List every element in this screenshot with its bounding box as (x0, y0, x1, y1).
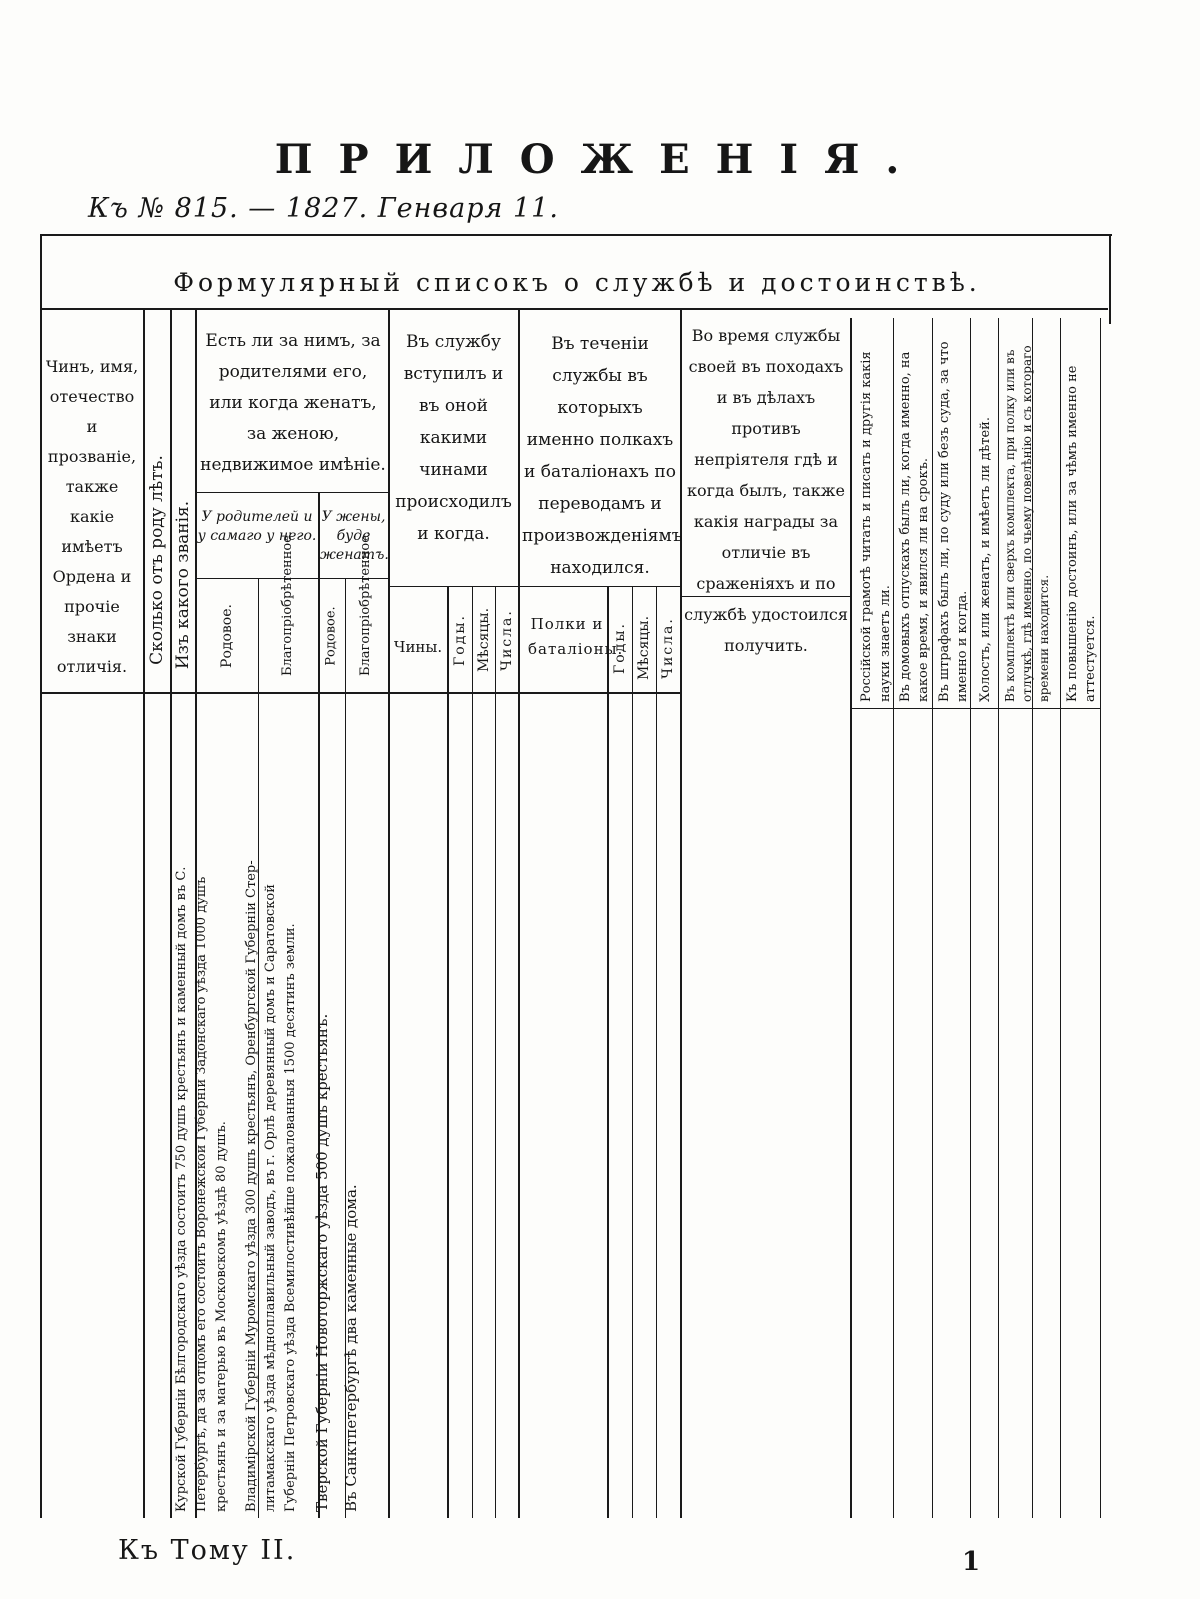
header-estate-wife: У жены, буде женатъ. (320, 509, 389, 563)
page-title: ПРИЛОЖЕНІЯ. (274, 136, 926, 183)
estate-kursk-line-3: крестьянъ и за матерью въ Московскомъ уѣздѣ 80 душъ. (214, 1121, 229, 1512)
header-penalties: Въ штрафахъ былъ ли, по суду или безъ суда, за что именно и когда. (937, 341, 970, 702)
header-rank-name: Чинъ, имя, отечество и прозваніе, также какіе имѣетъ Ордена и прочіе знаки отличія. (45, 357, 139, 676)
estate-vladimir-line-3: Губерніи Петровскаго уѣзда Всемилостивѣйше пожалованныя 1500 десятинъ земли. (283, 923, 298, 1512)
header-days-1: Числа. (499, 609, 515, 671)
header-regiments-sub: Полки и баталіоны. (528, 615, 624, 658)
table-banner: Формулярный списокъ о службѣ и достоинствѣ. (173, 268, 981, 297)
header-years-1: Годы. (452, 614, 468, 666)
header-months-1: Мѣсяцы. (476, 607, 492, 673)
header-campaigns: Во время службы своей въ походахъ и въ дѣлахъ противъ непріятеля гдѣ и когда былъ, также какія награды за отличіе въ сраженіяхъ и по службѣ удостоился получить. (684, 326, 848, 655)
header-estate: Есть ли за нимъ, за родителями его, или когда женатъ, за женою, недвижимое имѣніе. (200, 331, 386, 475)
header-acquired-2: Благопріобрѣтенное. (358, 530, 373, 676)
header-days-2: Числа. (660, 617, 676, 679)
header-age: Сколько отъ роду лѣтъ. (147, 455, 167, 665)
header-promotion: Къ повышенію достоинъ, или за чѣмъ именно не аттестуется. (1065, 365, 1098, 702)
header-hereditary-1: Родовое. (219, 604, 235, 668)
estate-kursk-line-1: Курской Губерніи Бѣлгородскаго уѣзда состоитъ 750 душъ крестьянъ и каменный домъ въ С. (174, 866, 189, 1512)
header-ranks: Чины. (393, 638, 443, 656)
document-reference: Къ № 815. — 1827. Генваря 11. (88, 193, 559, 224)
header-service-entry: Въ службу вступилъ и въ оной какими чинами происходилъ и когда. (395, 332, 512, 544)
estate-vladimir-line-2: литамакскаго уѣзда мѣдноплавильный заводъ, въ г. Орлѣ деревянный домъ и Саратовской (263, 884, 278, 1512)
header-complement: Въ комплектѣ или сверхъ комплекта, при полку или въ отлучкѣ, гдѣ именно, по чьему повелѣнію и съ котораго времени находится. (1003, 345, 1051, 702)
header-acquired-1: Благопріобрѣтенное. (280, 530, 295, 676)
volume-reference: Къ Тому II. (118, 1535, 297, 1566)
header-marital: Холостъ, или женатъ, и имѣетъ ли дѣтей. (978, 417, 993, 702)
header-hereditary-2: Родовое. (323, 606, 339, 666)
header-leaves: Въ домовыхъ отпускахъ былъ ли, когда именно, на какое время, и явился ли на срокъ. (898, 351, 931, 702)
header-years-2: Годы. (612, 622, 628, 674)
header-literacy: Россійской грамотѣ читать и писать и другія какія науки знаетъ ли. (859, 351, 893, 702)
estate-vladimir-line-1: Владимірской Губерніи Муромскаго уѣзда 300 душъ крестьянъ, Оренбургской Губерніи Стер- (244, 860, 259, 1512)
estate-tver: Тверской Губерніи Новоторжскаго уѣзда 500 душъ крестьянъ. (313, 1013, 331, 1512)
header-regiments: Въ теченіи службы въ которыхъ именно полкахъ и баталіонахъ по переводамъ и произвожденіямъ находился. (522, 334, 683, 578)
header-estate-parents: У родителей и у самаго у него. (197, 509, 317, 544)
page-number: 1 (962, 1547, 981, 1577)
header-origin: Изъ какого званія. (173, 500, 193, 670)
header-months-2: Мѣсяцы. (636, 615, 652, 681)
estate-kursk-line-2: Петербургѣ, да за отцомъ его состоитъ Воронежской Губерніи Задонскаго уѣзда 1000 душъ (194, 876, 209, 1512)
estate-spb: Въ Санктпетербургѣ два каменные дома. (342, 1184, 360, 1512)
